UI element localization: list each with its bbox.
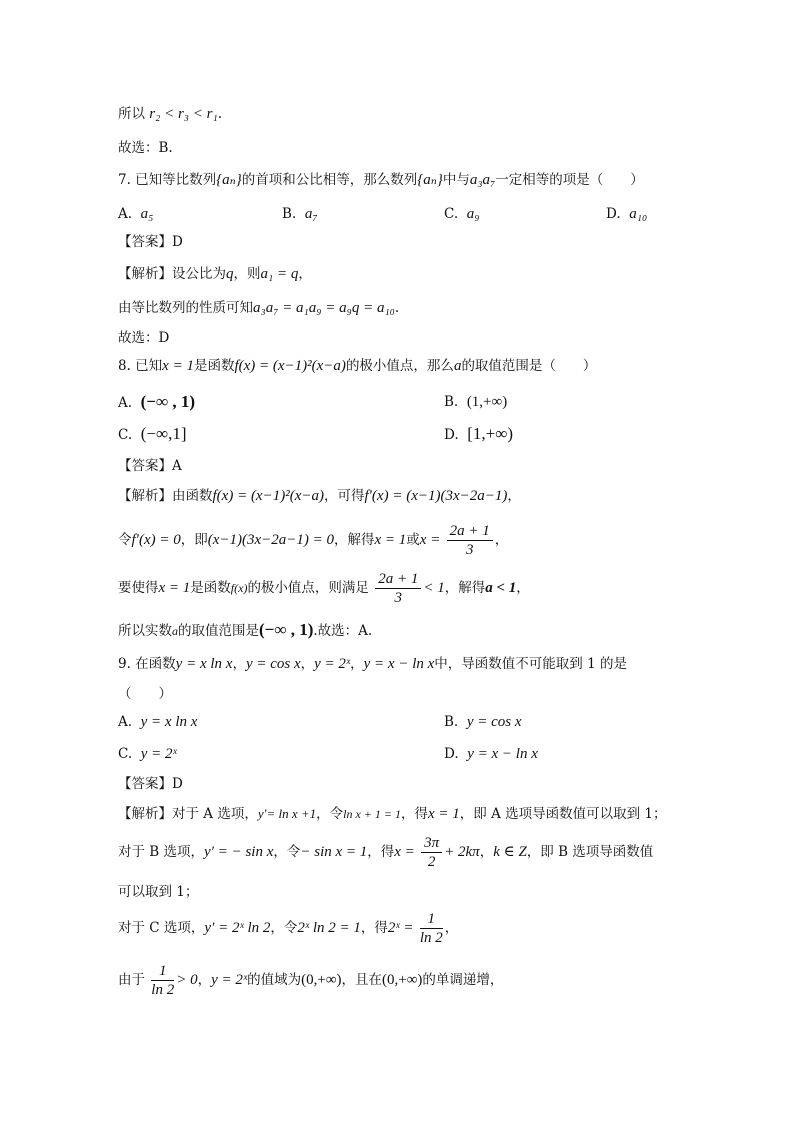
analysis-line: 所以实数a的取值范围是(−∞ , 1).故选：A.: [118, 620, 373, 639]
sequence-math: {aₙ}: [417, 172, 443, 188]
option-d: D. y = x − ln x: [444, 746, 538, 762]
text: 的首项和公比相等，那么数列: [241, 172, 418, 188]
analysis-line: 令f′(x) = 0，即(x−1)(3x−2a−1) = 0，解得x = 1或x = $\frac{2a + 1}{3}$ ，: [118, 523, 509, 558]
option-c: C. y = 2ˣ: [118, 746, 177, 762]
fraction: $\frac{1}{\ln 2}$: [419, 911, 443, 946]
option-b: B. (1,+∞): [444, 394, 508, 410]
fraction: $\frac{2a + 1}{3}$: [375, 570, 421, 607]
question-8-stem: 8. 已知x = 1是函数f(x) = (x−1)²(x−a)的极小值点，那么a的取值范围是（ ）: [118, 358, 597, 374]
analysis-line: 对于 C 选项，y′ = 2ˣ ln 2，令2ˣ ln 2 = 1，得2ˣ = $\frac{1}{\ln 2}$ ，: [118, 911, 459, 946]
period: .: [217, 106, 222, 122]
option-c: C. a₉: [444, 206, 480, 222]
answer-label: 【答案】D: [118, 776, 183, 792]
answer-label: 【答案】A: [118, 458, 182, 474]
option-b: B. a₇: [282, 206, 318, 222]
text-line: [118, 104, 222, 124]
option-a: A. a₅: [118, 206, 154, 222]
analysis-line: 【解析】对于 A 选项，y′= ln x +1，令ln x + 1 = 1，得x = 1，即 A 选项导函数值可以取到 1；: [118, 806, 667, 822]
option-a: A. (−∞ , 1): [118, 392, 196, 411]
text: 一定相等的项是（ ）: [495, 172, 644, 188]
sequence-math: {aₙ}: [216, 172, 242, 188]
analysis-line: 由于 $\frac{1}{\ln 2}$ > 0，y = 2ˣ的值域为(0,+∞)，且在(0,+∞)的单调递增，: [118, 963, 504, 998]
fraction: $\frac{2a + 1}{3}$: [447, 522, 493, 559]
text: 所以: [118, 106, 145, 122]
fraction: $\frac{3\pi}{2}$: [421, 834, 442, 871]
answer-label: 【答案】D: [118, 234, 183, 250]
option-c: C. (−∞,1]: [118, 424, 187, 443]
question-9-paren: （ ）: [118, 686, 172, 702]
option-b: B. y = cos x: [444, 714, 522, 730]
analysis-line: 【解析】由函数f(x) = (x−1)²(x−a)，可得f′(x) = (x−1)(3x−2a−1)，: [118, 488, 521, 504]
text: 中与: [442, 172, 470, 188]
option-a: A. y = x ln x: [118, 714, 198, 730]
analysis-line: 可以取到 1；: [118, 884, 199, 900]
question-9-stem: 9. 在函数y = x ln x，y = cos x，y = 2ˣ，y = x − ln x中，导函数值不可能取到 1 的是: [118, 656, 627, 672]
answer-choice-line: 故选：D: [118, 330, 170, 346]
answer-choice-line: 故选：B.: [118, 140, 173, 156]
analysis-line: 【解析】设公比为q，则a₁ = q，: [118, 266, 312, 282]
fraction: $\frac{1}{\ln 2}$: [151, 963, 175, 998]
analysis-line: 要使得x = 1是函数f(x)的极小值点，则满足 $\frac{2a + 1}{3}$ < 1，解得a < 1，: [118, 571, 530, 606]
analysis-line: 对于 B 选项，y′ = − sin x，令− sin x = 1，得x = $\frac{3\pi}{2}$ + 2kπ，k ∈ Z，即 B 选项导函数值: [118, 835, 654, 870]
text: 7. 已知等比数列: [118, 172, 217, 188]
option-d: D. [1,+∞): [444, 424, 514, 443]
inequality-math: r₂ < r₃ < r₁: [149, 106, 218, 122]
product-math: a₃a₇: [469, 172, 496, 188]
analysis-line: 由等比数列的性质可知a₃a₇ = a₁a₉ = a₉q = a₁₀.: [118, 300, 400, 316]
option-d: D. a₁₀: [606, 206, 648, 222]
question-7-stem: [118, 170, 644, 190]
